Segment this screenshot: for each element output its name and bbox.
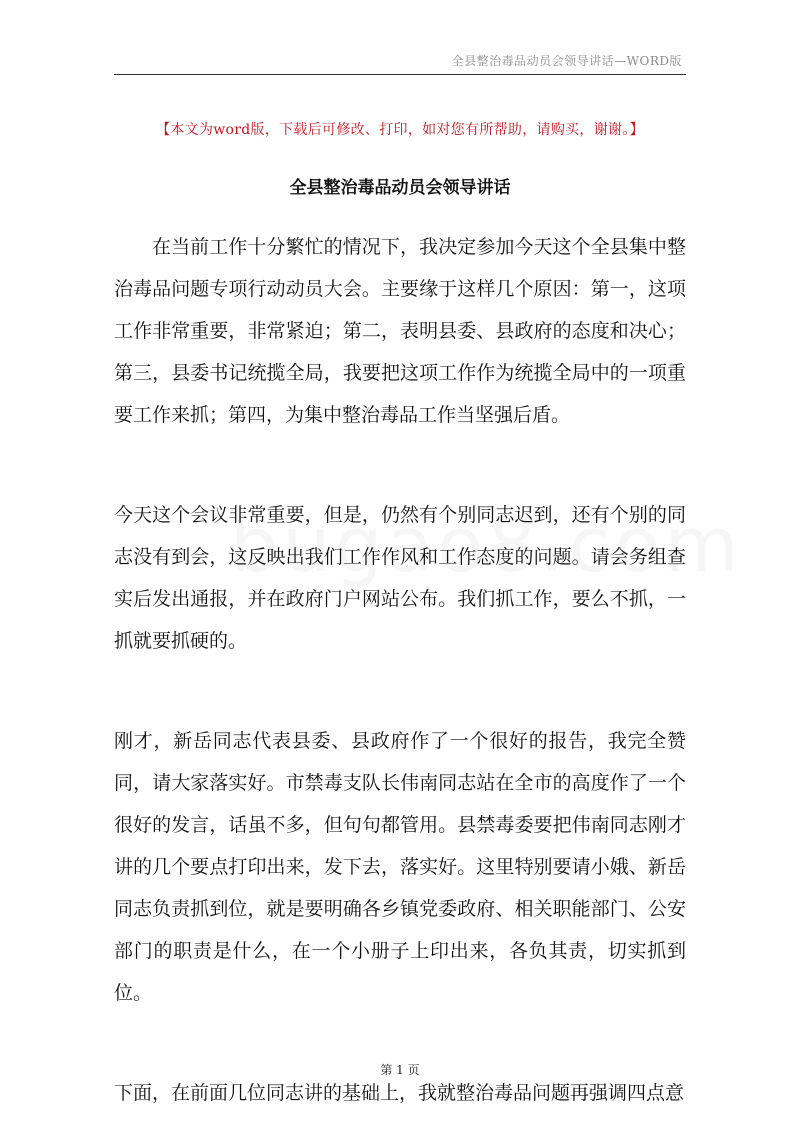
- document-title: 全县整治毒品动员会领导讲话: [289, 178, 511, 198]
- paragraph: 刚才，新岳同志代表县委、县政府作了一个很好的报告，我完全赞同，请大家落实好。市禁毒支队长伟南同志站在全市的高度作了一个很好的发言，话虽不多，但句句都管用。县禁毒委要把伟南同志刚才讲的几个要点打印出来，发下去，落实好。这里特别要请小娥、新岳同志负责抓到位，就是要明确各乡镇党委政府、相关职能部门、公安部门的职责是什么，在一个小册子上印出来，各负其责，切实抓到位。: [114, 730, 686, 1004]
- header-divider: [114, 74, 686, 75]
- paragraph: 在当前工作十分繁忙的情况下，我决定参加今天这个全县集中整治毒品问题专项行动动员大会。主要缘于这样几个原因：第一，这项工作非常重要，非常紧迫；第二，表明县委、县政府的态度和决心；第三，县委书记统揽全局，我要把这项工作作为统揽全局中的一项重要工作来抓；第四，为集中整治毒品工作当坚强后盾。: [114, 236, 686, 426]
- purchase-notice: 【本文为word版，下载后可修改、打印，如对您有所帮助，请购买，谢谢。】: [156, 122, 644, 138]
- document-body: [114, 226, 686, 1114]
- paragraph: 今天这个会议非常重要，但是，仍然有个别同志迟到，还有个别的同志没有到会，这反映出我们工作作风和工作态度的问题。请会务组查实后发出通报，并在政府门户网站公布。我们抓工作，要么不抓，一抓就要抓硬的。: [114, 504, 686, 652]
- page-number: 第 1 页: [380, 1063, 420, 1077]
- paragraph: 下面，在前面几位同志讲的基础上，我就整治毒品问题再强调四点意: [114, 1082, 685, 1104]
- running-header: 全县整治毒品动员会领导讲话—WORD版: [451, 54, 682, 68]
